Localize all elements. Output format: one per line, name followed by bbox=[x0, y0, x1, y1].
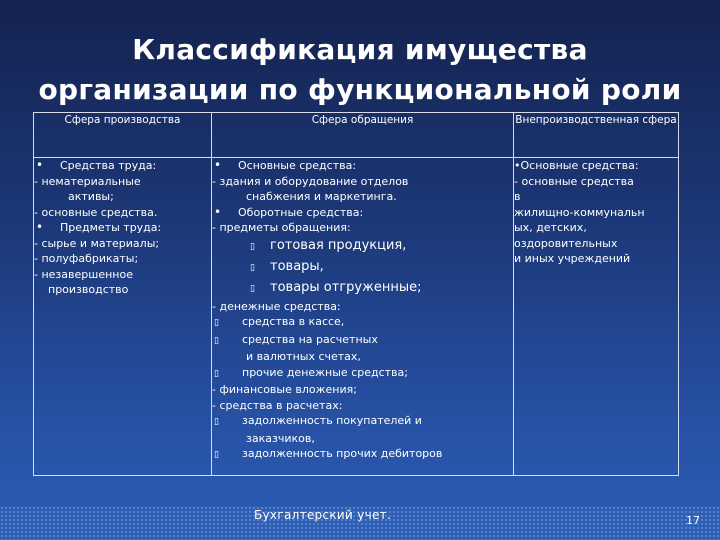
list-item: и иных учреждений bbox=[514, 252, 631, 265]
list-item: ▯ задолженность прочих дебиторов bbox=[212, 446, 513, 464]
list-item: и валютных счетах, bbox=[246, 350, 361, 363]
list-item: жилищно-коммунальн bbox=[514, 205, 645, 219]
list-item: заказчиков, bbox=[246, 431, 315, 445]
list-item: - денежные средства: bbox=[212, 299, 341, 313]
arrow-bullet-icon: ▯ bbox=[214, 450, 219, 460]
cell-nonproduction bbox=[514, 158, 679, 476]
page-number: 17 bbox=[686, 514, 700, 527]
list-item: - нематериальные bbox=[34, 174, 141, 188]
arrow-bullet-icon: ▯ bbox=[250, 262, 255, 273]
header-nonproduction: Внепроизводственная сфера bbox=[514, 113, 679, 158]
list-item: активы; bbox=[68, 190, 114, 203]
list-item: в bbox=[514, 190, 521, 203]
list-item: ▯ товары, bbox=[212, 257, 513, 278]
list-item: •Основные средства: bbox=[514, 159, 639, 172]
slide-title bbox=[0, 30, 720, 110]
list-item: - основные средства bbox=[514, 174, 634, 188]
list-item: ▯ готовая продукция, bbox=[212, 236, 513, 257]
cell-production bbox=[34, 158, 212, 476]
list-item: - предметы обращения: bbox=[212, 221, 351, 234]
list-item: • Предметы труда: bbox=[36, 220, 162, 234]
table-body-row bbox=[34, 158, 679, 476]
slide-title-line-2: организации по функциональной роли bbox=[38, 73, 682, 106]
arrow-bullet-icon: ▯ bbox=[214, 335, 219, 346]
list-item: - полуфабрикаты; bbox=[34, 252, 139, 265]
arrow-bullet-icon: ▯ bbox=[250, 241, 255, 252]
slide-title-line-1: Классификация имущества bbox=[132, 33, 588, 66]
list-item: - финансовые вложения; bbox=[212, 383, 357, 396]
list-item: производство bbox=[48, 283, 129, 296]
header-circulation: Сфера обращения bbox=[212, 113, 514, 158]
table-header-row bbox=[34, 113, 679, 158]
header-production: Сфера производства bbox=[34, 113, 212, 158]
list-item: - средства в расчетах: bbox=[212, 398, 343, 412]
bullet-icon: • bbox=[214, 204, 222, 219]
arrow-bullet-icon: ▯ bbox=[214, 417, 219, 427]
bullet-icon: • bbox=[36, 220, 44, 234]
list-item: ▯ прочие денежные средства; bbox=[212, 365, 513, 383]
list-item: - сырье и материалы; bbox=[34, 236, 160, 250]
list-item: ▯ товары отгруженные; bbox=[212, 278, 513, 299]
arrow-bullet-icon: ▯ bbox=[214, 368, 219, 379]
list-item: • Основные средства: bbox=[214, 158, 357, 172]
list-item: - незавершенное bbox=[34, 267, 133, 281]
bullet-icon: • bbox=[36, 158, 44, 172]
list-item: ых, детских, bbox=[514, 221, 587, 234]
list-item: ▯ задолженность покупателей и bbox=[212, 413, 513, 431]
list-item: - основные средства. bbox=[34, 205, 158, 219]
classification-table bbox=[33, 112, 679, 476]
arrow-bullet-icon: ▯ bbox=[250, 283, 255, 294]
bullet-icon: • bbox=[214, 158, 222, 172]
arrow-bullet-icon: ▯ bbox=[214, 318, 219, 328]
list-item: • Оборотные средства: bbox=[214, 204, 364, 219]
list-item: - здания и оборудование отделов bbox=[212, 174, 409, 188]
list-item: оздоровительных bbox=[514, 236, 618, 250]
cell-circulation bbox=[212, 158, 514, 476]
footer-text: Бухгалтерский учет. bbox=[254, 508, 392, 522]
list-item: ▯ средства в кассе, bbox=[212, 314, 513, 332]
list-item: ▯ средства на расчетных bbox=[212, 332, 513, 350]
bullet-icon: • bbox=[514, 159, 521, 172]
list-item: • Средства труда: bbox=[36, 158, 157, 172]
list-item: снабжения и маркетинга. bbox=[246, 190, 397, 203]
